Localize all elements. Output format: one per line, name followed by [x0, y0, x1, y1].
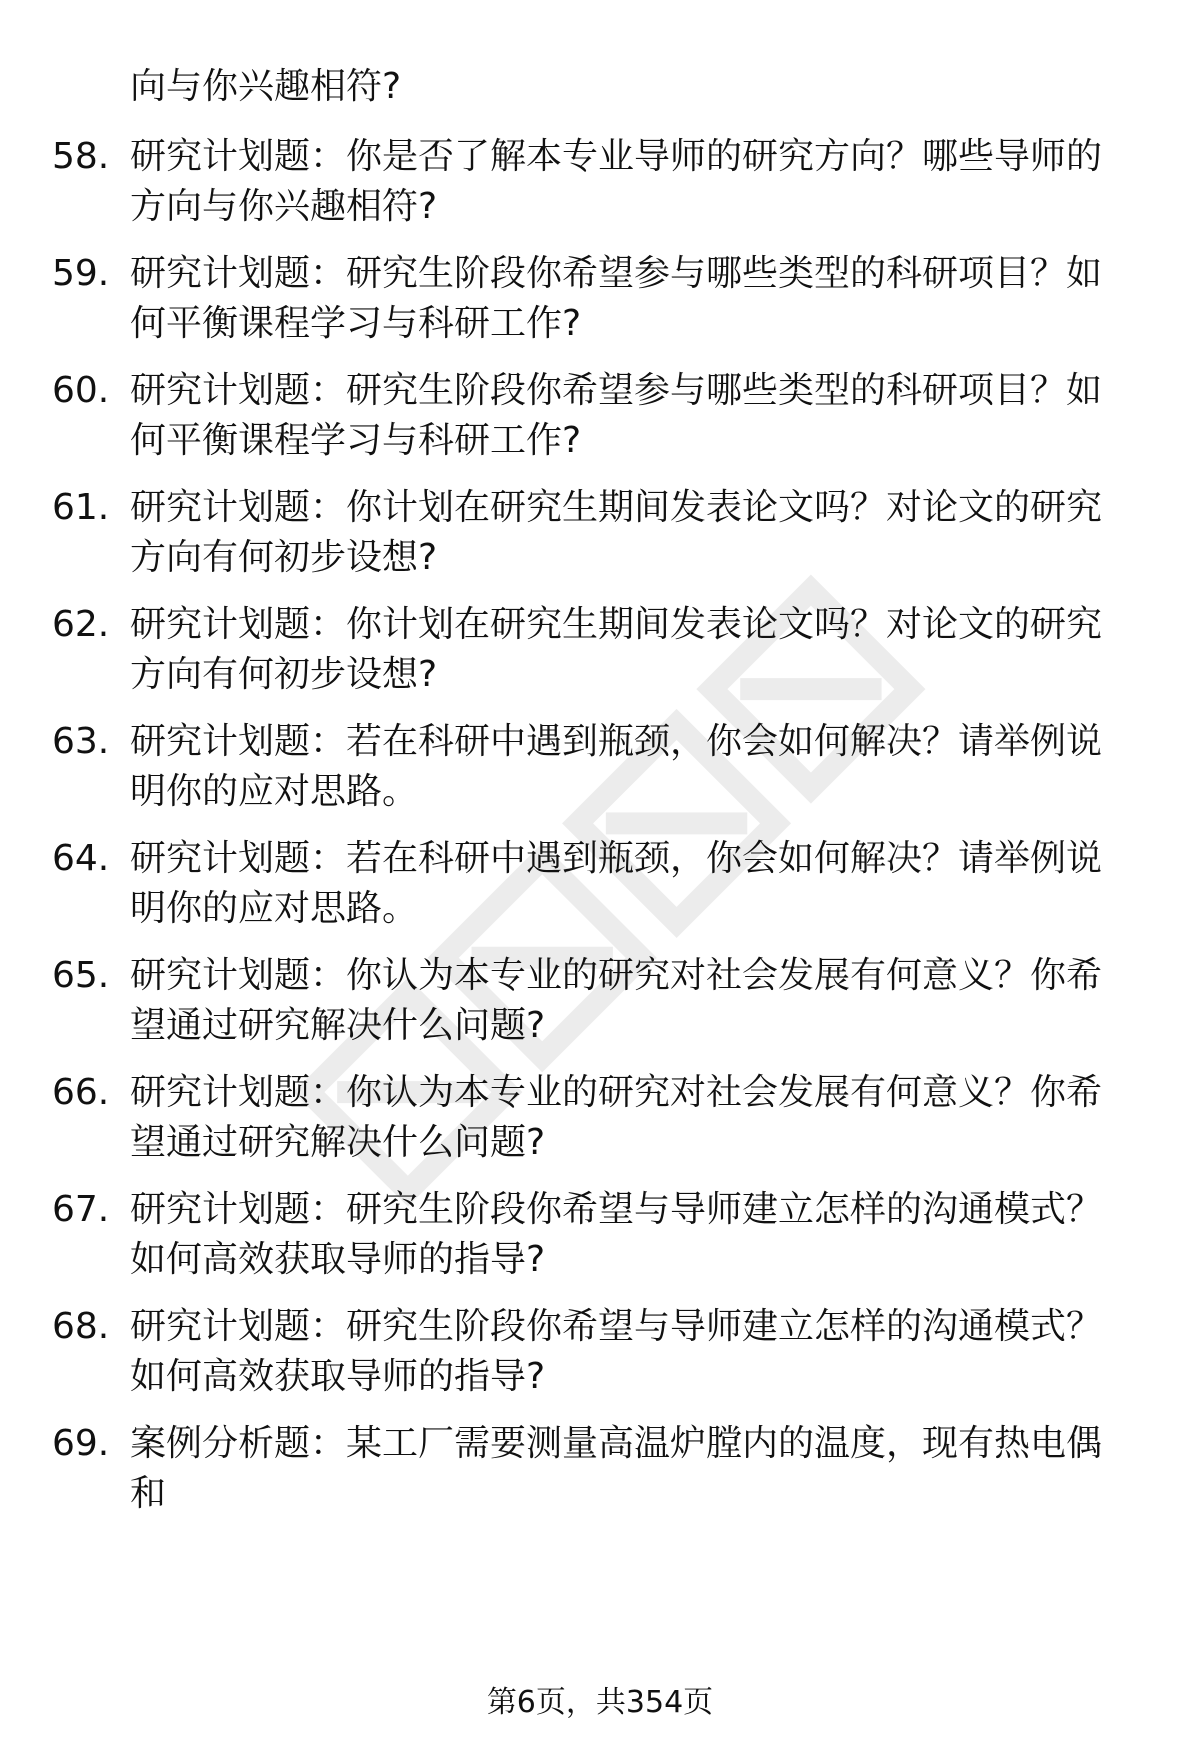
item-number: 58.	[52, 136, 110, 177]
item-number: 62.	[52, 604, 110, 645]
item-text: 研究计划题：若在科研中遇到瓶颈，你会如何解决？请举例说明你的应对思路。	[130, 838, 1103, 929]
list-item	[52, 249, 1152, 349]
list-item	[52, 717, 1152, 817]
list-item	[52, 132, 1152, 232]
item-number: 69.	[52, 1423, 110, 1464]
list-item	[52, 951, 1152, 1051]
item-number: 60.	[52, 370, 110, 411]
item-number: 64.	[52, 838, 110, 879]
item-text: 研究计划题：你认为本专业的研究对社会发展有何意义？你希望通过研究解决什么问题?	[130, 955, 1103, 1046]
list-item	[52, 366, 1152, 466]
item-number: 68.	[52, 1306, 110, 1347]
item-text: 研究计划题：研究生阶段你希望与导师建立怎样的沟通模式？如何高效获取导师的指导?	[130, 1189, 1103, 1280]
item-text: 研究计划题：你计划在研究生期间发表论文吗？对论文的研究方向有何初步设想?	[130, 604, 1103, 695]
item-number: 63.	[52, 721, 110, 762]
list-item	[52, 834, 1152, 934]
item-text: 研究计划题：研究生阶段你希望参与哪些类型的科研项目？如何平衡课程学习与科研工作?	[130, 253, 1103, 344]
list-item	[52, 1419, 1152, 1519]
item-text: 研究计划题：若在科研中遇到瓶颈，你会如何解决？请举例说明你的应对思路。	[130, 721, 1103, 812]
list-item	[52, 1068, 1152, 1168]
item-text: 研究计划题：研究生阶段你希望参与哪些类型的科研项目？如何平衡课程学习与科研工作?	[130, 370, 1103, 461]
list-item	[52, 1302, 1152, 1402]
item-number: 66.	[52, 1072, 110, 1113]
list-item	[52, 483, 1152, 583]
item-text: 研究计划题：你是否了解本专业导师的研究方向？哪些导师的方向与你兴趣相符?	[130, 136, 1103, 227]
item-number: 65.	[52, 955, 110, 996]
item-text: 研究计划题：你计划在研究生期间发表论文吗？对论文的研究方向有何初步设想?	[130, 487, 1103, 578]
continuation-line: 向与你兴趣相符?	[130, 66, 402, 107]
item-text: 研究计划题：研究生阶段你希望与导师建立怎样的沟通模式？如何高效获取导师的指导?	[130, 1306, 1103, 1397]
item-text: 案例分析题：某工厂需要测量高温炉膛内的温度，现有热电偶和	[130, 1423, 1103, 1514]
list-item	[52, 1185, 1152, 1285]
item-text: 研究计划题：你认为本专业的研究对社会发展有何意义？你希望通过研究解决什么问题?	[130, 1072, 1103, 1163]
item-number: 67.	[52, 1189, 110, 1230]
item-number: 61.	[52, 487, 110, 528]
item-number: 59.	[52, 253, 110, 294]
page-footer: 第6页，共354页	[486, 1685, 714, 1720]
list-item	[52, 600, 1152, 700]
